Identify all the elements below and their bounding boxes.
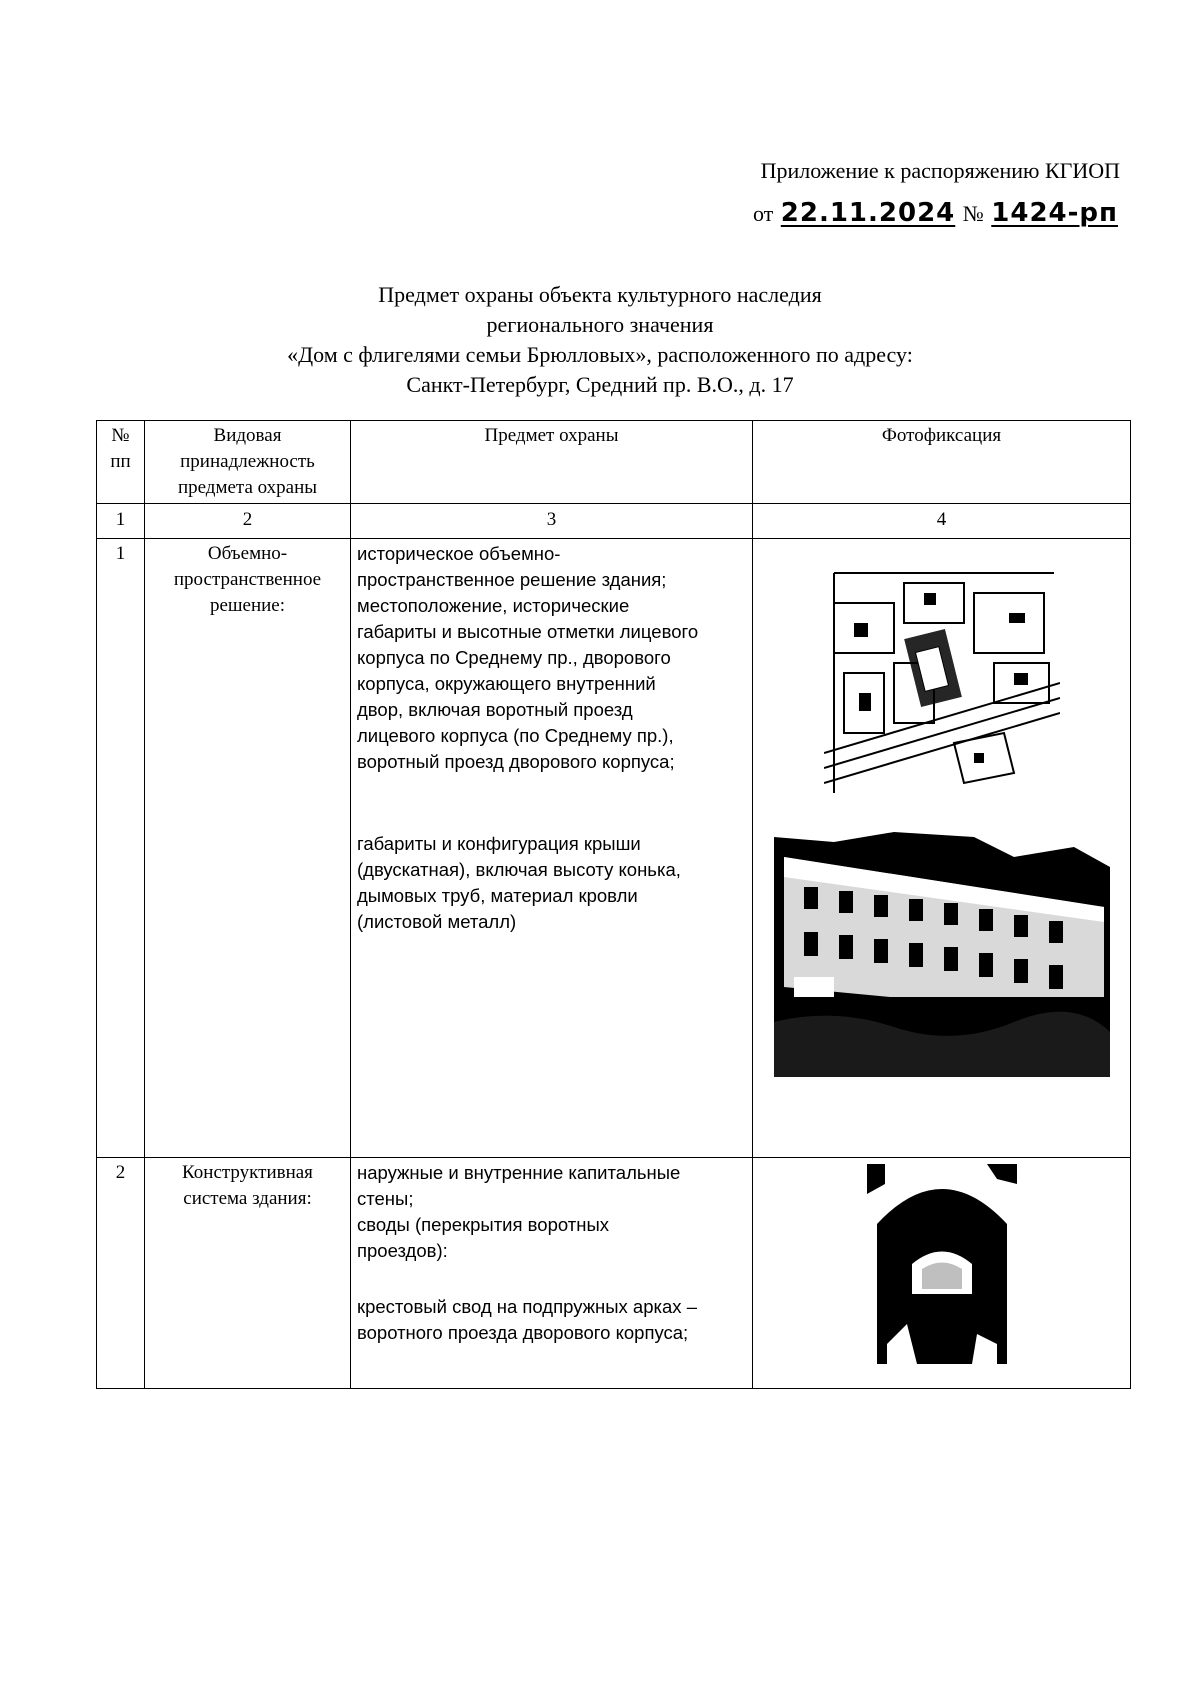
from-label: от xyxy=(752,201,774,226)
title-line-4: Санкт-Петербург, Средний пр. В.О., д. 17 xyxy=(406,372,794,397)
header-subject: Предмет охраны xyxy=(351,421,753,504)
order-date: 22.11.2024 xyxy=(780,198,956,228)
site-plan-photo xyxy=(824,563,1060,797)
facade-photo xyxy=(774,827,1110,1077)
title-line-1: Предмет охраны объекта культурного наследия xyxy=(378,282,822,307)
header-type: Видовая принадлежность предмета охраны xyxy=(145,421,351,504)
table-row xyxy=(97,539,1131,1158)
protection-table xyxy=(96,420,1131,1389)
row-number: 1 xyxy=(97,539,145,1158)
table-row xyxy=(97,1158,1131,1389)
appendix-title: Приложение к распоряжению КГИОП xyxy=(760,158,1120,183)
order-reference xyxy=(650,196,1120,231)
table-index-row xyxy=(97,504,1131,539)
index-cell-2: 2 xyxy=(145,504,351,539)
row-subject xyxy=(351,1158,753,1389)
row-photo xyxy=(753,1158,1131,1389)
row-photo xyxy=(753,539,1131,1158)
row-type: Объемно- пространственное решение: xyxy=(145,539,351,1158)
number-label: № xyxy=(962,201,984,226)
title-line-3: «Дом с флигелями семьи Брюлловых», расположенного по адресу: xyxy=(287,342,913,367)
table-header-row xyxy=(97,421,1131,504)
subject-text-part: крестовый свод на подпружных арках – воротного проезда дворового корпуса; xyxy=(357,1296,697,1343)
row-number: 2 xyxy=(97,1158,145,1389)
order-number: 1424-рп xyxy=(991,198,1118,228)
vault-photo xyxy=(867,1164,1017,1364)
subject-text-part: историческое объемно- пространственное решение здания; местоположение, исторические габариты и высотные отметки лицевого корпуса по Среднему пр., дворового корпуса, окружающего внутренний двор, включая воротный проезд лицевого корпуса (по Среднему пр.), воротный проезд дворового корпуса; xyxy=(357,543,699,772)
header-photo: Фотофиксация xyxy=(753,421,1131,504)
row-subject xyxy=(351,539,753,1158)
subject-text-part: наружные и внутренние капитальные стены; своды (перекрытия воротных проездов): xyxy=(357,1162,681,1261)
header-number: № пп xyxy=(97,421,145,504)
index-cell-3: 3 xyxy=(351,504,753,539)
subject-text-part: габариты и конфигурация крыши (двускатная), включая высоту конька, дымовых труб, материал кровли (листовой металл) xyxy=(357,833,681,932)
index-cell-1: 1 xyxy=(97,504,145,539)
document-title xyxy=(160,280,1040,400)
index-cell-4: 4 xyxy=(753,504,1131,539)
title-line-2: регионального значения xyxy=(486,312,714,337)
row-type: Конструктивная система здания: xyxy=(145,1158,351,1389)
